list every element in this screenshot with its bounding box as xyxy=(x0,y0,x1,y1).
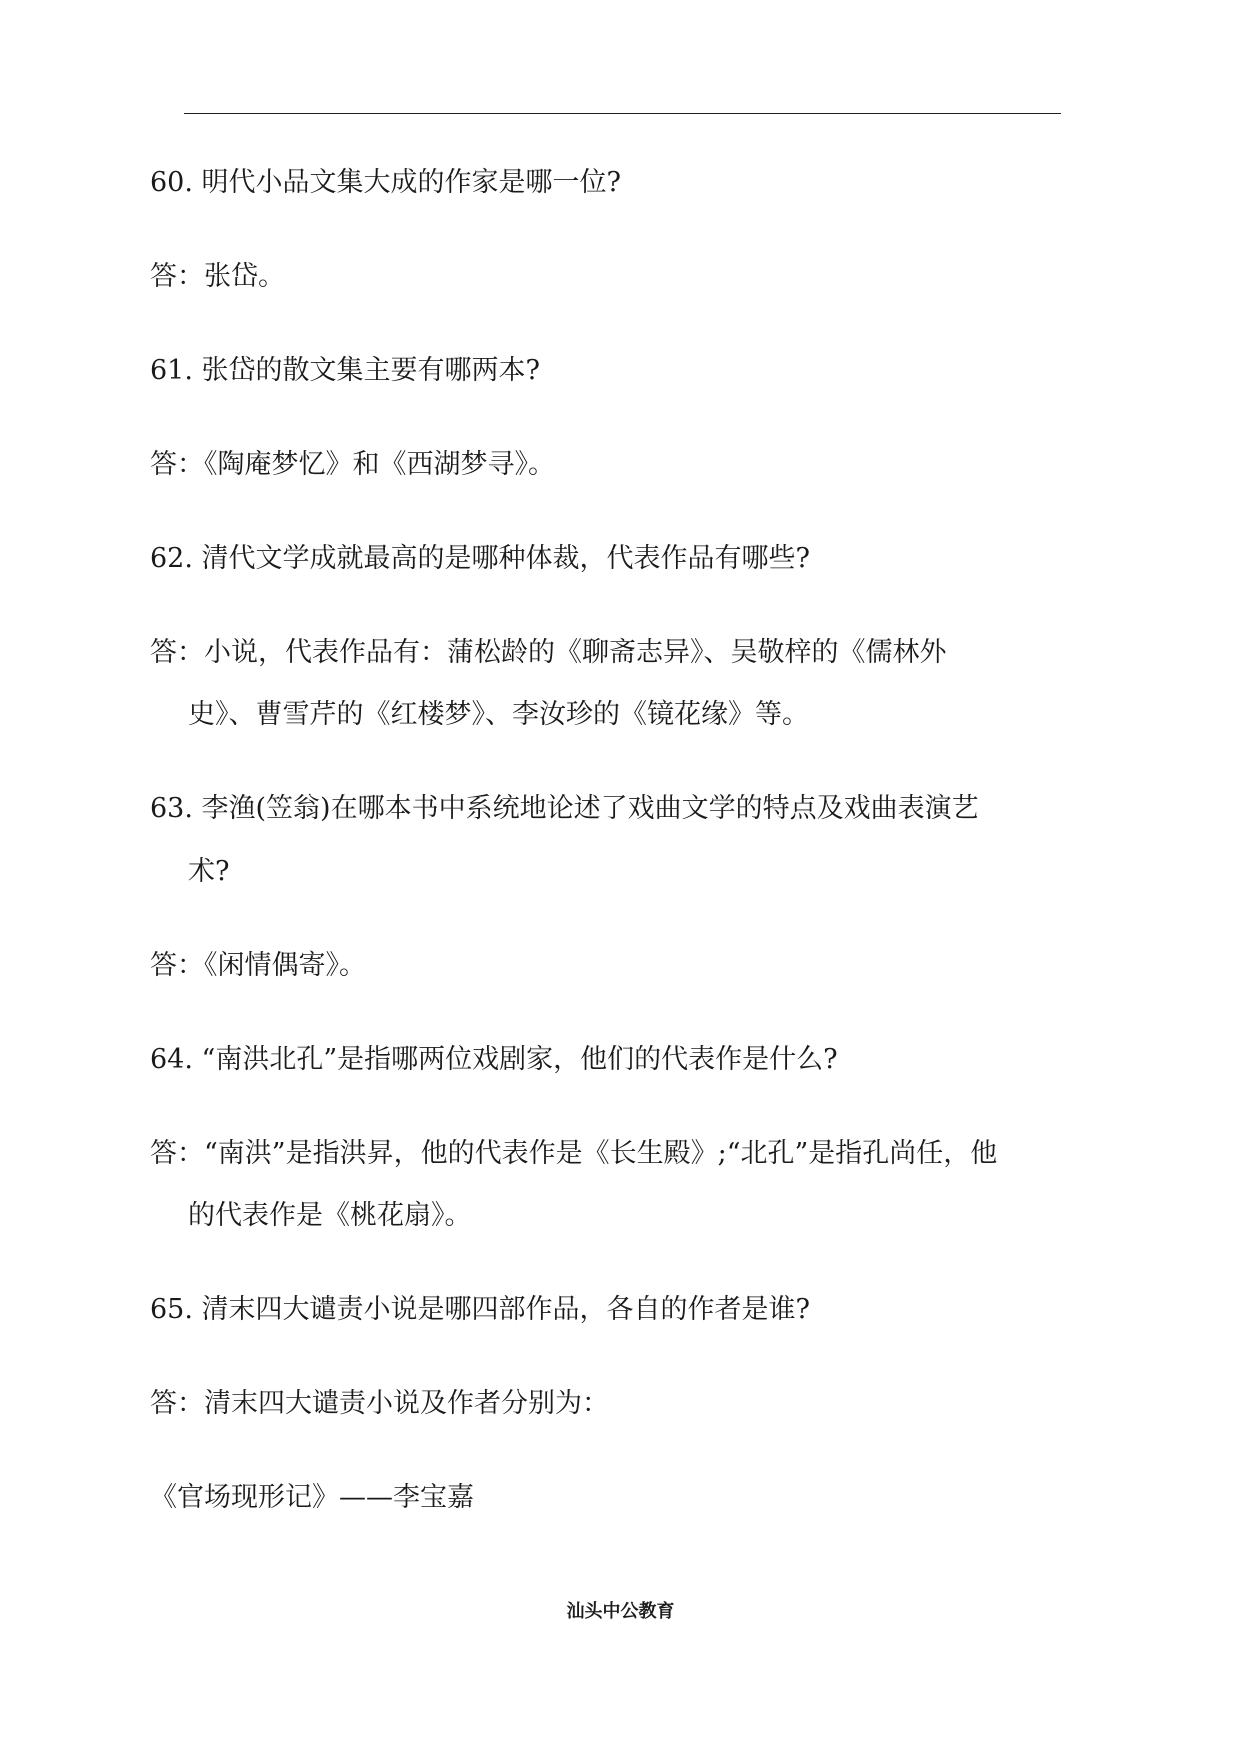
answer-60: 答：张岱。 xyxy=(150,261,285,292)
question-61: 61. 张岱的散文集主要有哪两本? xyxy=(150,355,540,386)
question-60: 60. 明代小品文集大成的作家是哪一位? xyxy=(150,167,621,198)
question-63-line-1: 63. 李渔(笠翁)在哪本书中系统地论述了戏曲文学的特点及戏曲表演艺 xyxy=(150,793,979,824)
question-64: 64. “南洪北孔”是指哪两位戏剧家，他们的代表作是什么? xyxy=(150,1044,838,1075)
question-63-line-2: 术? xyxy=(188,856,230,887)
answer-61: 答：《陶庵梦忆》和《西湖梦寻》。 xyxy=(150,449,555,480)
answer-62-line-1: 答：小说，代表作品有：蒲松龄的《聊斋志异》、吴敬梓的《儒林外 xyxy=(150,637,947,668)
answer-62-line-2: 史》、曹雪芹的《红楼梦》、李汝珍的《镜花缘》等。 xyxy=(188,699,809,730)
answer-64-line-2: 的代表作是《桃花扇》。 xyxy=(188,1200,472,1231)
question-65: 65. 清末四大谴责小说是哪四部作品，各自的作者是谁? xyxy=(150,1294,810,1325)
question-62: 62. 清代文学成就最高的是哪种体裁，代表作品有哪些? xyxy=(150,543,810,574)
answer-65: 答：清末四大谴责小说及作者分别为： xyxy=(150,1388,609,1419)
header-rule xyxy=(184,113,1061,114)
answer-65-item-1: 《官场现形记》——李宝嘉 xyxy=(150,1482,474,1513)
page-footer: 汕头中公教育 xyxy=(566,1601,675,1622)
answer-63: 答：《闲情偶寄》。 xyxy=(150,950,366,981)
answer-64-line-1: 答：“南洪”是指洪昇，他的代表作是《长生殿》;“北孔”是指孔尚任，他 xyxy=(150,1138,998,1169)
